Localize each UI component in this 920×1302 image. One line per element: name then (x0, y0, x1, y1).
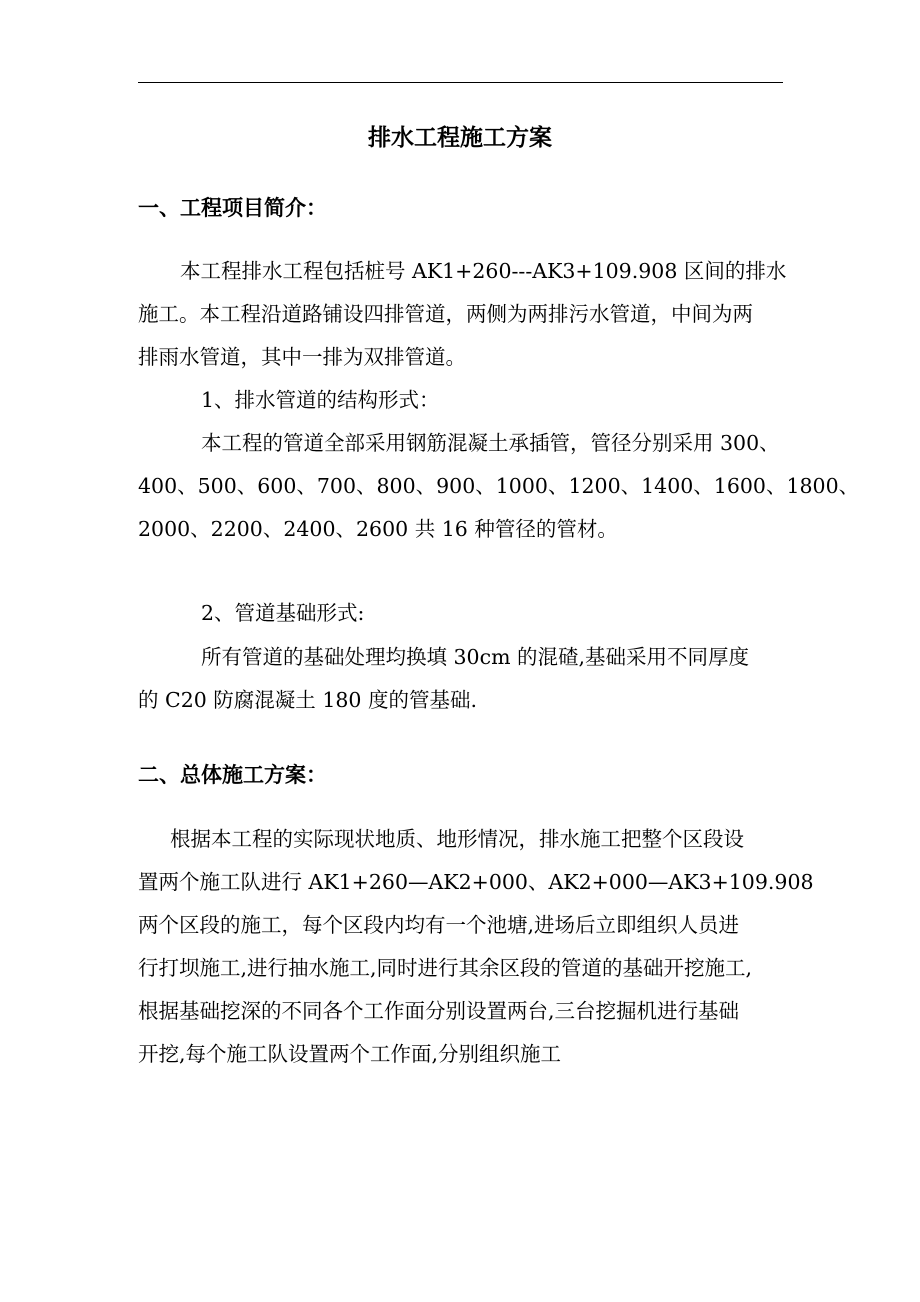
section-heading-project-intro: 一、工程项目简介： (138, 196, 327, 220)
paragraph-line: 根据本工程的实际现状地质、地形情况，排水施工把整个区段设 (170, 827, 744, 851)
paragraph-line: 本工程的管道全部采用钢筋混凝土承插管，管径分别采用 300、 (201, 431, 780, 455)
overall-plan-paragraph (138, 818, 814, 1076)
header-rule (138, 82, 783, 83)
paragraph-line: 排雨水管道，其中一排为双排管道。 (138, 345, 466, 369)
paragraph-line: 施工。本工程沿道路铺设四排管道，两侧为两排污水管道，中间为两 (138, 302, 753, 326)
paragraph-line: 置两个施工队进行 AK1+260—AK2+000、AK2+000—AK3+109.908 (138, 870, 814, 894)
paragraph-line: 开挖,每个施工队设置两个工作面,分别组织施工 (138, 1042, 562, 1066)
pipe-foundation-paragraph (138, 636, 786, 722)
paragraph-line: 2000、2200、2400、2600 共 16 种管径的管材。 (138, 517, 618, 541)
intro-paragraph (138, 250, 786, 379)
paragraph-line: 根据基础挖深的不同各个工作面分别设置两台,三台挖掘机进行基础 (138, 999, 740, 1023)
paragraph-line: 400、500、600、700、800、900、1000、1200、1400、1600、1800、 (138, 474, 860, 498)
paragraph-line: 两个区段的施工，每个区段内均有一个池塘,进场后立即组织人员进 (138, 913, 740, 937)
document-title: 排水工程施工方案 (368, 125, 552, 151)
subheading-pipe-foundation (138, 592, 786, 635)
subheading-text: 1、排水管道的结构形式： (201, 388, 440, 412)
section-heading-overall-plan: 二、总体施工方案： (138, 763, 327, 787)
paragraph-line: 行打坝施工,进行抽水施工,同时进行其余区段的管道的基础开挖施工, (138, 956, 753, 980)
paragraph-line: 本工程排水工程包括桩号 AK1+260---AK3+109.908 区间的排水 (180, 259, 787, 283)
subheading-text: 2、管道基础形式: (201, 601, 365, 625)
paragraph-line: 所有管道的基础处理均换填 30cm 的混碴,基础采用不同厚度 (201, 645, 750, 669)
paragraph-line: 的 C20 防腐混凝土 180 度的管基础. (138, 688, 477, 712)
subheading-pipe-structure (138, 379, 786, 422)
pipe-structure-paragraph (138, 422, 860, 551)
